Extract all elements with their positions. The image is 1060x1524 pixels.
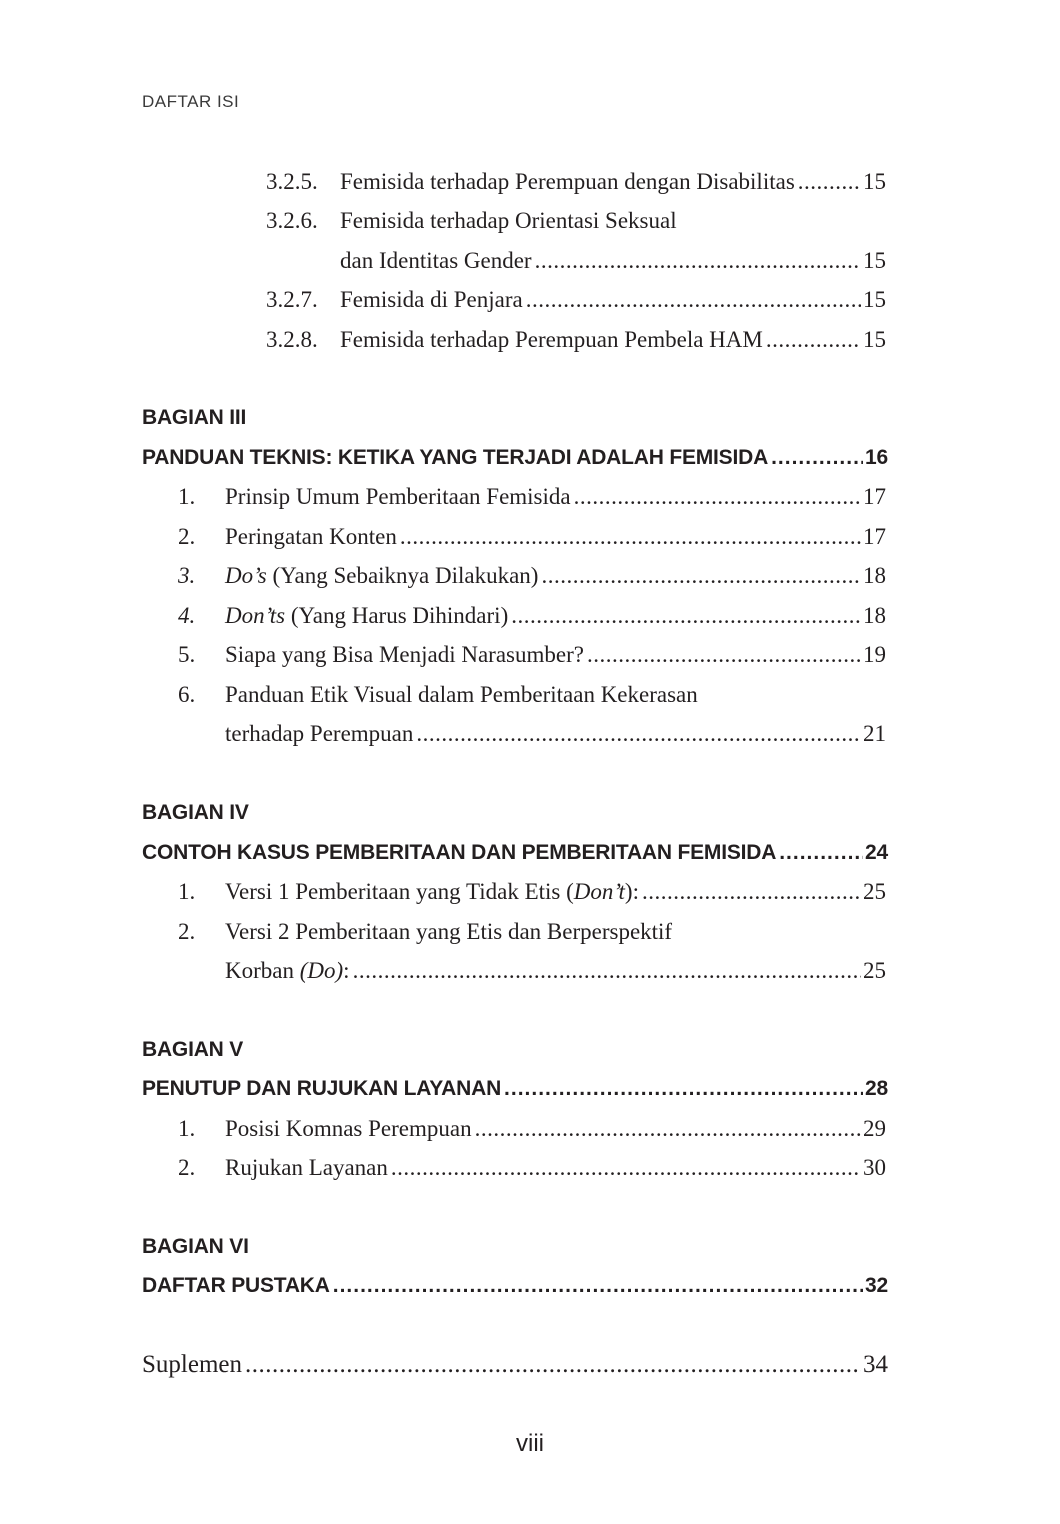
toc-entry[interactable]	[178, 561, 886, 591]
entry-title-italic: Don’ts	[225, 603, 286, 628]
dot-leader	[391, 1153, 861, 1183]
section-page: 28	[865, 1077, 888, 1100]
entry-page: 15	[863, 248, 886, 273]
section-title: PANDUAN TEKNIS: KETIKA YANG TERJADI ADALAH FEMISIDA	[142, 446, 769, 469]
entry-number: 1.	[178, 879, 196, 904]
page-number: viii	[516, 1430, 544, 1457]
entry-title: Siapa yang Bisa Menjadi Narasumber?	[225, 642, 584, 667]
dot-leader	[400, 522, 861, 552]
running-head: DAFTAR ISI	[142, 92, 240, 111]
section-page: 16	[865, 446, 888, 469]
entry-title-italic: (Do)	[299, 958, 344, 983]
dot-leader	[416, 719, 861, 749]
entry-title	[225, 956, 350, 986]
dot-leader	[245, 1350, 861, 1380]
entry-number: 6.	[178, 682, 196, 707]
toc-entry-continuation[interactable]	[225, 719, 886, 749]
toc-entry[interactable]	[266, 285, 886, 315]
section-page: 24	[865, 841, 888, 864]
entry-title-rest: (Yang Sebaiknya Dilakukan)	[266, 563, 539, 588]
entry-title: dan Identitas Gender	[340, 248, 532, 273]
section-label: BAGIAN IV	[142, 801, 249, 824]
toc-entry[interactable]	[178, 601, 886, 631]
toc-entry[interactable]	[178, 1114, 886, 1144]
toc-entry[interactable]	[178, 640, 886, 670]
dot-leader	[541, 561, 861, 591]
toc-entry[interactable]	[266, 167, 886, 197]
entry-page: 15	[863, 287, 886, 312]
entry-number: 3.	[178, 563, 196, 588]
section-label: BAGIAN VI	[142, 1235, 249, 1258]
section-label: BAGIAN V	[142, 1038, 244, 1061]
section-heading-entry[interactable]	[142, 1271, 888, 1301]
toc-entry[interactable]	[178, 1153, 886, 1183]
entry-number: 3.2.5.	[266, 169, 318, 194]
dot-leader	[642, 877, 861, 907]
entry-title-pre: Korban	[225, 958, 300, 983]
toc-entry[interactable]	[178, 482, 886, 512]
toc-entry[interactable]	[178, 917, 886, 947]
entry-title-pre: Versi 1 Pemberitaan yang Tidak Etis (	[225, 879, 574, 904]
dot-leader	[353, 956, 861, 986]
entry-title: terhadap Perempuan	[225, 721, 414, 746]
section-heading-entry[interactable]	[142, 838, 888, 868]
entry-page: 25	[863, 958, 886, 983]
section-label: BAGIAN III	[142, 406, 247, 429]
toc-entry-suplemen[interactable]	[142, 1350, 888, 1380]
toc-entry[interactable]	[178, 680, 886, 710]
dot-leader	[475, 1114, 861, 1144]
entry-page: 18	[863, 603, 886, 628]
section-heading-entry[interactable]	[142, 443, 888, 473]
entry-page: 25	[863, 879, 886, 904]
entry-number: 2.	[178, 919, 196, 944]
section-title: PENUTUP DAN RUJUKAN LAYANAN	[142, 1077, 502, 1100]
entry-page: 21	[863, 721, 886, 746]
toc-entry-continuation[interactable]	[340, 246, 886, 276]
entry-title: Femisida terhadap Perempuan dengan Disabilitas	[340, 169, 795, 194]
entry-number: 2.	[178, 524, 196, 549]
entry-page: 17	[863, 524, 886, 549]
entry-page: 34	[863, 1351, 888, 1378]
entry-title: Femisida terhadap Orientasi Seksual	[340, 208, 677, 233]
entry-page: 15	[863, 327, 886, 352]
entry-title: Posisi Komnas Perempuan	[225, 1116, 472, 1141]
entry-number: 2.	[178, 1155, 196, 1180]
entry-title-post: ):	[624, 879, 639, 904]
entry-title: Versi 2 Pemberitaan yang Etis dan Berperspektif	[225, 919, 673, 944]
dot-leader	[771, 443, 863, 473]
entry-number: 4.	[178, 603, 196, 628]
entry-title	[225, 561, 538, 591]
entry-number: 1.	[178, 484, 196, 509]
entry-title: Femisida terhadap Perempuan Pembela HAM	[340, 327, 763, 352]
entry-title-post: :	[343, 958, 350, 983]
dot-leader	[333, 1271, 863, 1301]
dot-leader	[504, 1074, 863, 1104]
entry-number: 3.2.7.	[266, 287, 318, 312]
entry-number: 5.	[178, 642, 196, 667]
entry-title	[225, 601, 508, 631]
entry-title: Femisida di Penjara	[340, 287, 523, 312]
dot-leader	[766, 325, 861, 355]
entry-title: Prinsip Umum Pemberitaan Femisida	[225, 484, 571, 509]
dot-leader	[511, 601, 861, 631]
entry-number: 3.2.6.	[266, 208, 318, 233]
entry-title: Peringatan Konten	[225, 524, 397, 549]
entry-page: 30	[863, 1155, 886, 1180]
entry-number: 1.	[178, 1116, 196, 1141]
entry-title	[225, 877, 639, 907]
entry-title-italic: Don’t	[573, 879, 625, 904]
entry-page: 15	[863, 169, 886, 194]
section-page: 32	[865, 1274, 888, 1297]
toc-entry[interactable]	[178, 522, 886, 552]
toc-entry[interactable]	[178, 877, 886, 907]
dot-leader	[779, 838, 863, 868]
entry-title: Panduan Etik Visual dalam Pemberitaan Kekerasan	[225, 682, 698, 707]
section-heading-entry[interactable]	[142, 1074, 888, 1104]
section-title: DAFTAR PUSTAKA	[142, 1274, 330, 1297]
dot-leader	[587, 640, 861, 670]
entry-page: 29	[863, 1116, 886, 1141]
dot-leader	[574, 482, 861, 512]
section-title: CONTOH KASUS PEMBERITAAN DAN PEMBERITAAN FEMISIDA	[142, 841, 777, 864]
dot-leader	[526, 285, 861, 315]
entry-page: 18	[863, 563, 886, 588]
entry-title: Rujukan Layanan	[225, 1155, 388, 1180]
entry-page: 17	[863, 484, 886, 509]
toc-entry[interactable]	[266, 206, 886, 236]
entry-number: 3.2.8.	[266, 327, 318, 352]
dot-leader	[798, 167, 861, 197]
entry-title-italic: Do’s	[225, 563, 267, 588]
entry-page: 19	[863, 642, 886, 667]
entry-title-rest: (Yang Harus Dihindari)	[285, 603, 509, 628]
entry-title: Suplemen	[142, 1351, 242, 1378]
toc-entry[interactable]	[266, 325, 886, 355]
dot-leader	[535, 246, 861, 276]
toc-entry-continuation[interactable]	[225, 956, 886, 986]
